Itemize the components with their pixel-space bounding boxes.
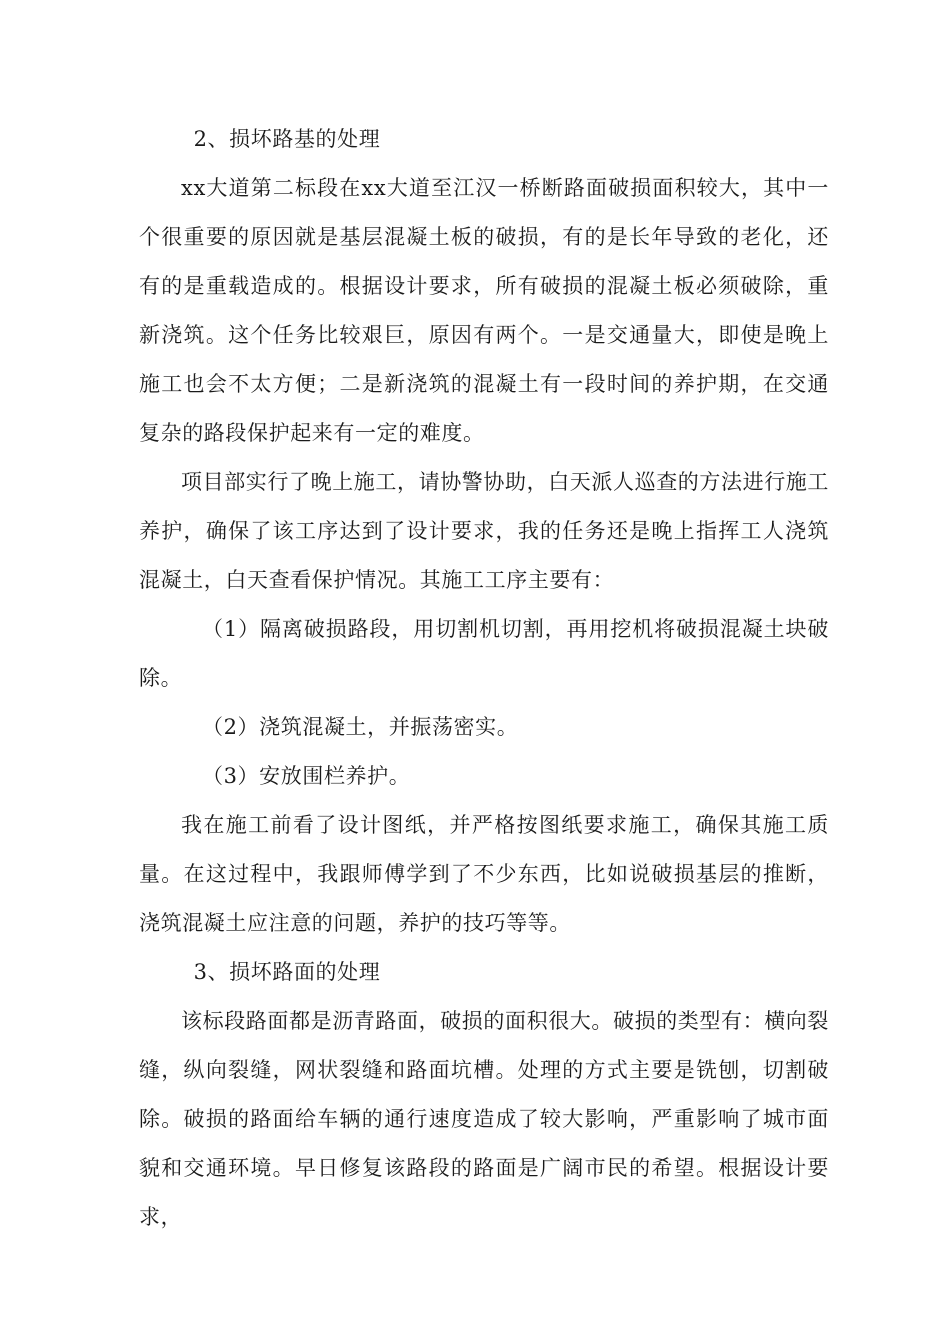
body-paragraph: 项目部实行了晚上施工，请协警协助，白天派人巡查的方法进行施工养护，确保了该工序达到了设计要求，我的任务还是晚上指挥工人浇筑混凝土，白天查看保护情况。其施工工序主要有：: [139, 470, 829, 592]
section-heading: 2、损坏路基的处理: [193, 127, 381, 151]
body-paragraph: 我在施工前看了设计图纸，并严格按图纸要求施工，确保其施工质量。在这过程中，我跟师傅学到了不少东西，比如说破损基层的推断，浇筑混凝土应注意的问题，养护的技巧等等。: [139, 813, 829, 935]
body-paragraph: xx大道第二标段在xx大道至江汉一桥断路面破损面积较大，其中一个很重要的原因就是基层混凝土板的破损，有的是长年导致的老化，还有的是重载造成的。根据设计要求，所有破损的混凝土板必须破除，重新浇筑。这个任务比较艰巨，原因有两个。一是交通量大，即使是晚上施工也会不太方便；二是新浇筑的混凝土有一段时间的养护期，在交通复杂的路段保护起来有一定的难度。: [139, 176, 829, 445]
document-body: [139, 115, 829, 1242]
procedure-step: （2）浇筑混凝土，并振荡密实。: [202, 715, 519, 739]
procedure-step: （3）安放围栏养护。: [202, 764, 411, 788]
body-paragraph: 该标段路面都是沥青路面，破损的面积很大。破损的类型有：横向裂缝，纵向裂缝，网状裂缝和路面坑槽。处理的方式主要是铣刨，切割破除。破损的路面给车辆的通行速度造成了较大影响，严重影响了城市面貌和交通环境。早日修复该路段的路面是广阔市民的希望。根据设计要求，: [139, 1009, 829, 1229]
procedure-step: （1）隔离破损路段，用切割机切割，再用挖机将破损混凝土块破除。: [139, 617, 829, 690]
section-heading: 3、损坏路面的处理: [193, 960, 381, 984]
